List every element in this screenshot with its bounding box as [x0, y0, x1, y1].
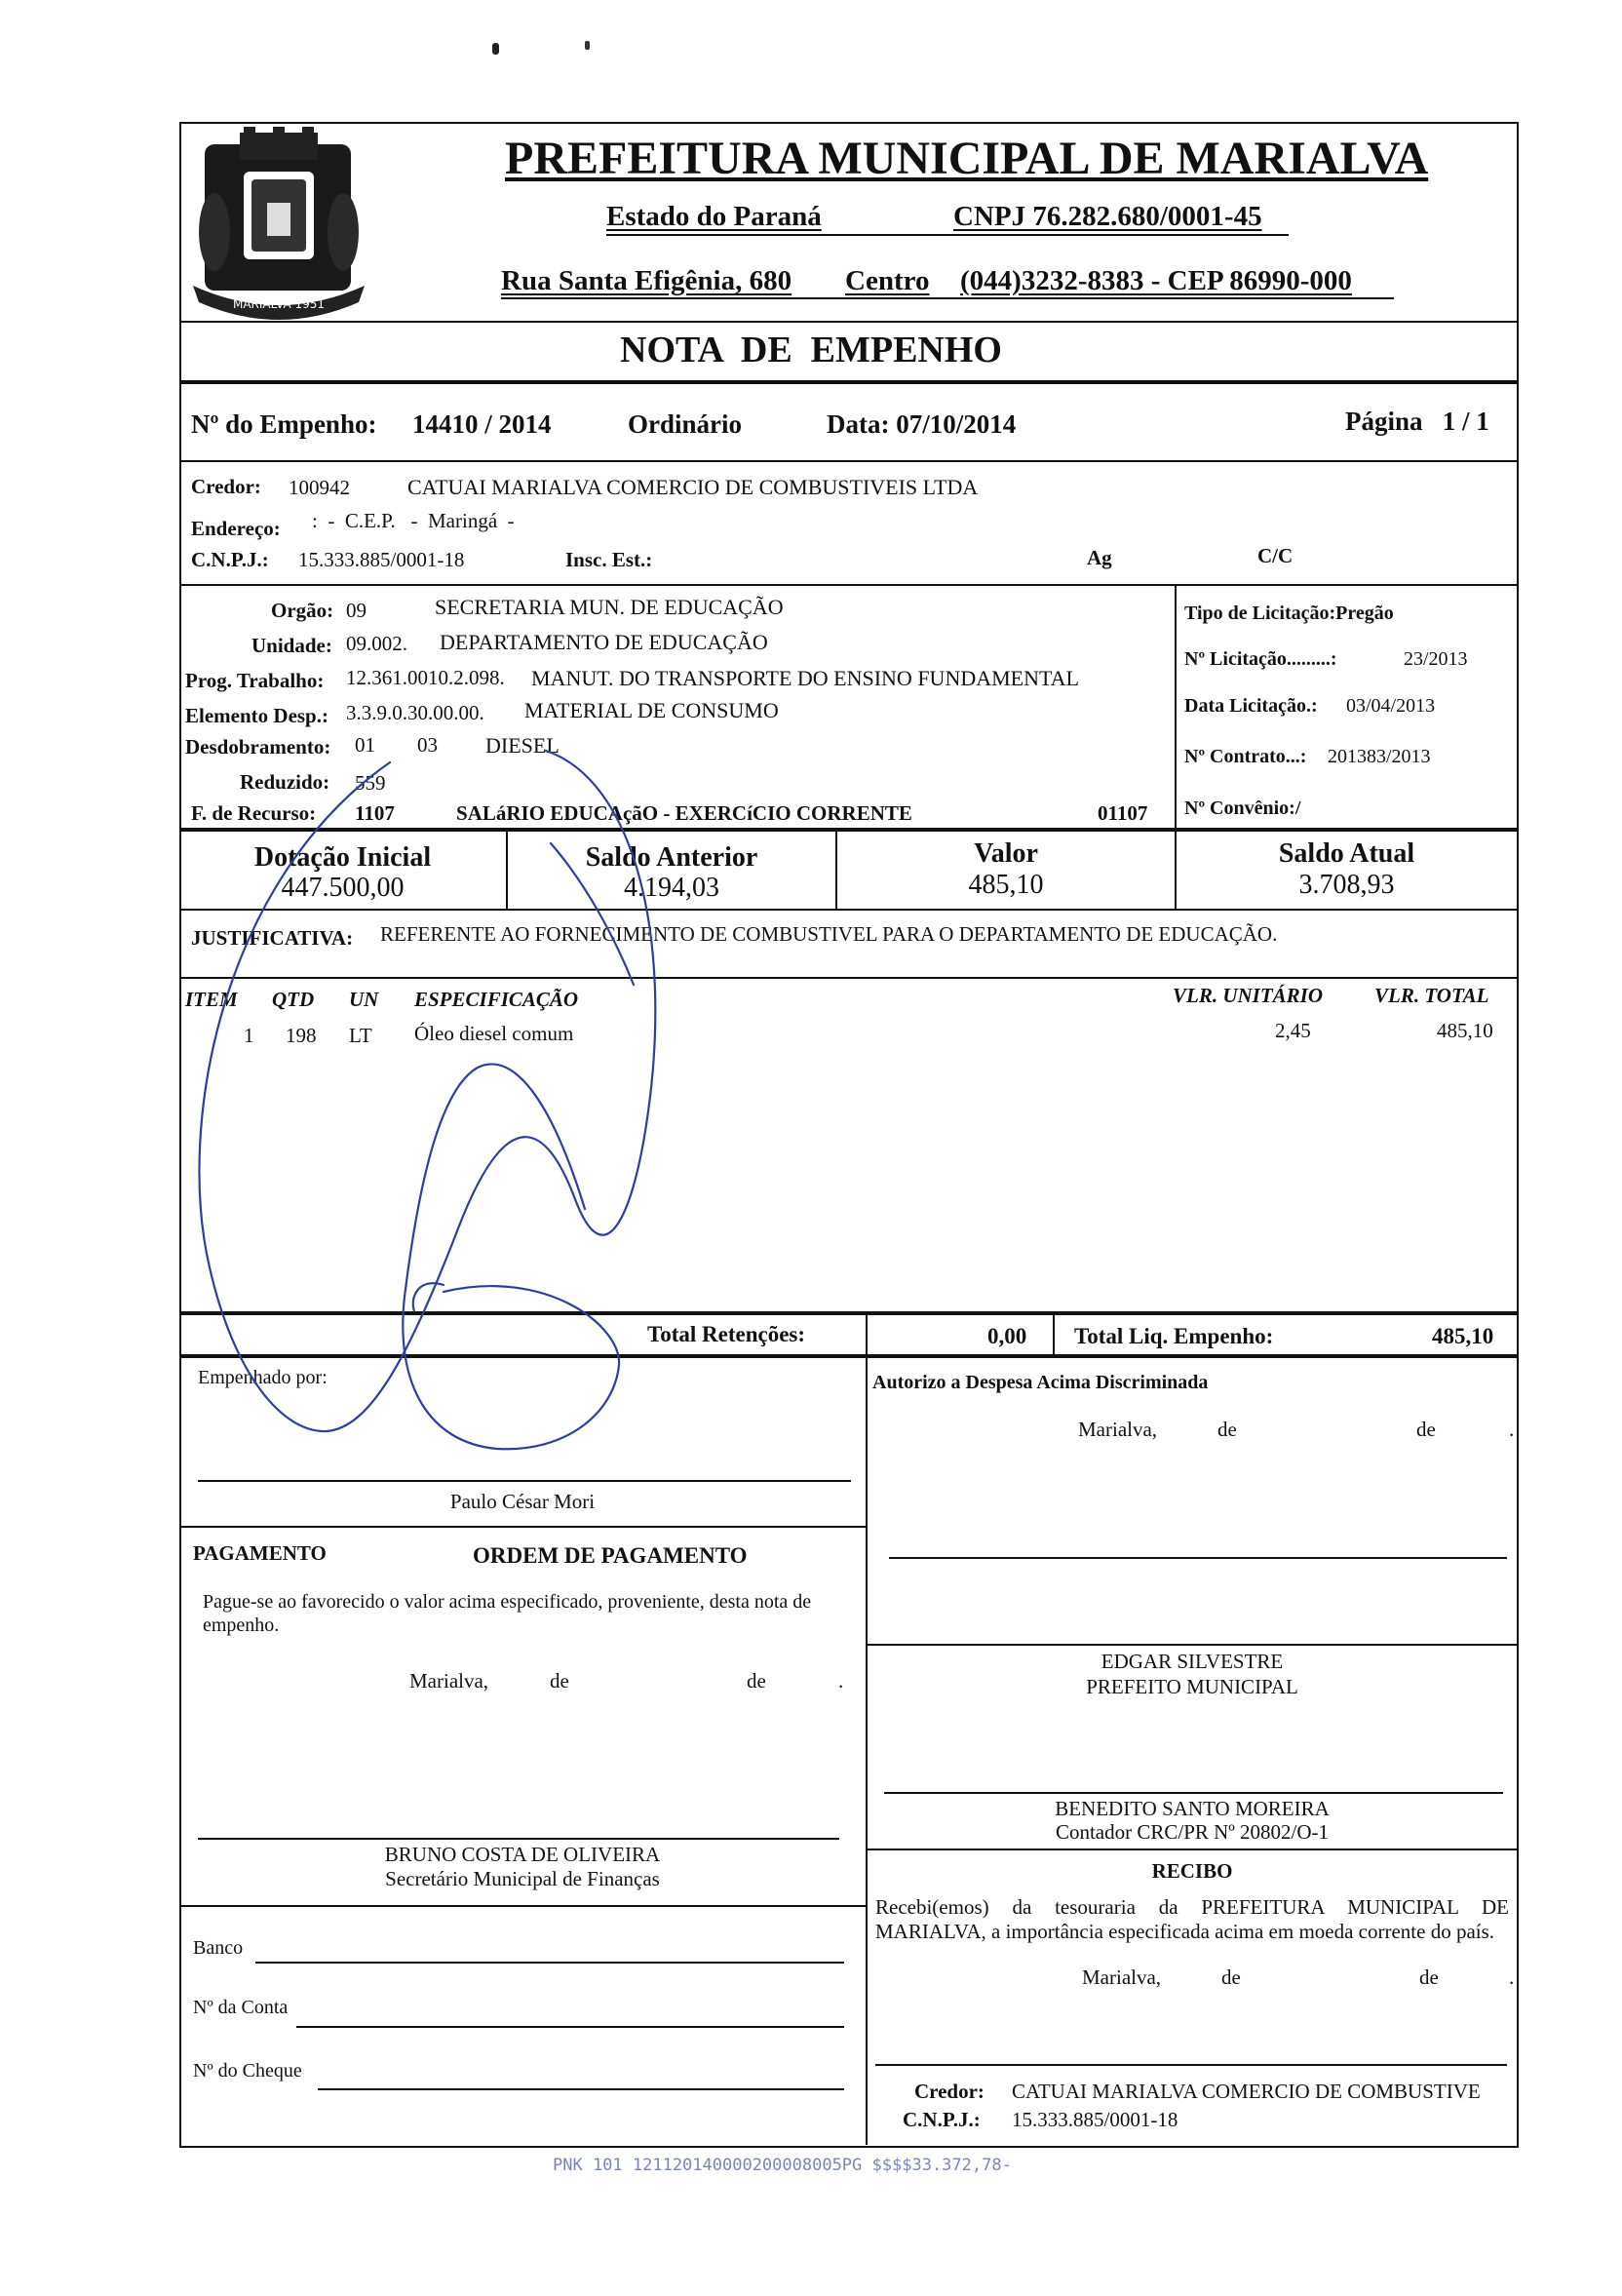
elemento-label: Elemento Desp.: — [185, 704, 328, 727]
row-un: LT — [349, 1024, 372, 1047]
banco-label: Banco — [193, 1937, 244, 1959]
empenho-type: Ordinário — [628, 409, 743, 439]
page-number: Página 1 / 1 — [1345, 407, 1489, 436]
prefeito-role: PREFEITO MUNICIPAL — [1086, 1675, 1298, 1698]
desdobramento-b: 03 — [417, 733, 438, 757]
pagamento-dot: . — [838, 1669, 844, 1693]
recibo-cnpj-label: C.N.P.J.: — [903, 2108, 981, 2131]
banco-field[interactable] — [255, 1962, 844, 1964]
orgao-code: 09 — [346, 599, 367, 622]
secretario-role: Secretário Municipal de Finanças — [385, 1867, 660, 1890]
credor-cc-label: C/C — [1257, 544, 1294, 567]
empenhado-name: Paulo César Mori — [449, 1490, 596, 1513]
desdobramento-a: 01 — [355, 733, 375, 757]
header-title: PREFEITURA MUNICIPAL DE MARIALVA — [505, 133, 1429, 184]
justificativa-text: REFERENTE AO FORNECIMENTO DE COMBUSTIVEL PARA O DEPARTAMENTO DE EDUCAÇÃO. — [380, 922, 1278, 946]
autorizo-city: Marialva, — [1078, 1418, 1158, 1441]
header-district: Centro — [845, 265, 930, 296]
credor-cnpj: 15.333.885/0001-18 — [298, 548, 465, 571]
autorizo-de1: de — [1217, 1418, 1237, 1441]
saldo-atual-label: Saldo Atual — [1278, 838, 1415, 869]
cheque-field[interactable] — [318, 2088, 844, 2090]
recibo-title: RECIBO — [1151, 1859, 1233, 1883]
contador-signature-line — [884, 1792, 1503, 1794]
col-header-total: VLR. TOTAL — [1374, 984, 1489, 1007]
empenhado-label: Empenhado por: — [198, 1367, 328, 1388]
desdobramento-label: Desdobramento: — [185, 735, 331, 759]
empenho-number: 14410 / 2014 — [412, 409, 552, 439]
credor-name: CATUAI MARIALVA COMERCIO DE COMBUSTIVEIS LTDA — [407, 475, 979, 499]
secretario-name: BRUNO COSTA DE OLIVEIRA — [384, 1843, 661, 1866]
justificativa-label: JUSTIFICATIVA: — [191, 926, 354, 950]
unidade-label: Unidade: — [251, 634, 332, 657]
prog-code: 12.361.0010.2.098. — [346, 666, 505, 689]
licitacao-numero-label: Nº Licitação.........: — [1184, 648, 1337, 670]
col-header-un: UN — [349, 988, 379, 1011]
pagamento-city: Marialva, — [409, 1669, 489, 1693]
pagamento-de2: de — [747, 1669, 766, 1693]
licitacao-data: 03/04/2013 — [1346, 695, 1436, 717]
ordem-pagamento-title: ORDEM DE PAGAMENTO — [473, 1543, 748, 1568]
row-unit: 2,45 — [1275, 1019, 1311, 1042]
licitacao-numero: 23/2013 — [1404, 648, 1468, 670]
credor-code: 100942 — [289, 476, 350, 499]
contrato-value: 201383/2013 — [1328, 746, 1431, 767]
saldo-anterior-label: Saldo Anterior — [585, 842, 758, 873]
empenho-date: Data: 07/10/2014 — [827, 409, 1017, 439]
recibo-credor-value: CATUAI MARIALVA COMERCIO DE COMBUSTIVE — [1012, 2080, 1481, 2103]
licitacao-data-label: Data Licitação.: — [1184, 695, 1318, 717]
scan-mark — [585, 41, 590, 50]
header-underline — [606, 234, 1289, 236]
pagamento-text: Pague-se ao favorecido o valor acima especificado, proveniente, desta nota de empenho. — [203, 1591, 812, 1636]
col-header-spec: ESPECIFICAÇÃO — [414, 988, 579, 1011]
empenho-label: Nº do Empenho: — [191, 409, 377, 439]
liq-empenho-value: 485,10 — [1432, 1324, 1494, 1348]
recibo-credor-label: Credor: — [914, 2080, 985, 2103]
retencoes-label: Total Retenções: — [647, 1322, 806, 1346]
credor-cnpj-label: C.N.P.J.: — [191, 548, 269, 571]
reduzido-label: Reduzido: — [240, 770, 330, 794]
recibo-cnpj-value: 15.333.885/0001-18 — [1012, 2108, 1178, 2131]
credor-label: Credor: — [191, 475, 261, 498]
doc-title: NOTA DE EMPENHO — [620, 330, 1002, 370]
reduzido-value: 559 — [355, 771, 386, 795]
credor-insc-label: Insc. Est.: — [565, 548, 653, 571]
pagamento-de1: de — [550, 1669, 569, 1693]
col-header-qtd: QTD — [272, 988, 315, 1011]
prog-name: MANUT. DO TRANSPORTE DO ENSINO FUNDAMENTAL — [531, 666, 1079, 690]
convenio: Nº Convênio:/ — [1184, 798, 1301, 819]
prog-label: Prog. Trabalho: — [185, 669, 325, 692]
autorizo-title: Autorizo a Despesa Acima Discriminada — [872, 1372, 1209, 1393]
recibo-de2: de — [1419, 1965, 1439, 1989]
recurso-label: F. de Recurso: — [191, 801, 317, 825]
elemento-code: 3.3.9.0.30.00.00. — [346, 701, 484, 724]
recibo-city: Marialva, — [1082, 1965, 1162, 1989]
col-header-item: ITEM — [185, 988, 238, 1011]
recibo-dot: . — [1509, 1965, 1515, 1989]
header-cnpj: CNPJ 76.282.680/0001-45 — [953, 201, 1262, 232]
unidade-name: DEPARTAMENTO DE EDUCAÇÃO — [440, 630, 768, 654]
row-qtd: 198 — [286, 1024, 317, 1047]
recibo-signature-line — [875, 2064, 1507, 2066]
credor-address-label: Endereço: — [191, 517, 281, 540]
secretario-signature-line — [198, 1838, 839, 1840]
recibo-de1: de — [1221, 1965, 1241, 1989]
unidade-code: 09.002. — [346, 632, 407, 655]
empenhado-signature-line — [198, 1480, 851, 1482]
header-state: Estado do Paraná — [606, 201, 822, 232]
recibo-text: Recebi(emos) da tesouraria da PREFEITURA MUNICIPAL DE MARIALVA, a importância especificada acima em moeda corrente do país. — [875, 1895, 1509, 1944]
header-address-underline — [501, 297, 1394, 299]
coat-of-arms-seal — [183, 125, 374, 320]
licitacao-tipo: Tipo de Licitação:Pregão — [1184, 603, 1394, 624]
autorizo-signature-line — [889, 1557, 1507, 1559]
contador-role: Contador CRC/PR Nº 20802/O-1 — [1055, 1820, 1330, 1844]
orgao-label: Orgão: — [271, 599, 334, 622]
svg-text:MARIALVA 1951: MARIALVA 1951 — [232, 297, 326, 311]
col-header-unit: VLR. UNITÁRIO — [1173, 984, 1324, 1007]
autorizo-de2: de — [1416, 1418, 1436, 1441]
recurso-name: SALáRIO EDUCAçãO - EXERCíCIO CORRENTE — [456, 801, 912, 825]
orgao-name: SECRETARIA MUN. DE EDUCAÇÃO — [435, 595, 784, 619]
prefeito-name: EDGAR SILVESTRE — [1101, 1650, 1284, 1673]
liq-empenho-label: Total Liq. Empenho: — [1074, 1324, 1274, 1348]
contador-name: BENEDITO SANTO MOREIRA — [1055, 1797, 1330, 1820]
desdobramento-name: DIESEL — [485, 733, 560, 758]
pagamento-label: PAGAMENTO — [193, 1541, 327, 1565]
row-item: 1 — [244, 1024, 254, 1047]
row-spec: Óleo diesel comum — [414, 1022, 574, 1045]
saldo-atual-value: 3.708,93 — [1298, 870, 1395, 900]
retencoes-value: 0,00 — [987, 1324, 1027, 1348]
dotacao-value: 447.500,00 — [281, 873, 405, 903]
header-phone-cep: (044)3232-8383 - CEP 86990-000 — [960, 265, 1352, 296]
elemento-name: MATERIAL DE CONSUMO — [524, 698, 779, 722]
header-address: Rua Santa Efigênia, 680 — [501, 265, 792, 296]
autorizo-dot: . — [1509, 1418, 1515, 1441]
recurso-code: 1107 — [355, 801, 395, 825]
conta-label: Nº da Conta — [193, 1997, 289, 2018]
dotacao-label: Dotação Inicial — [253, 842, 432, 873]
valor-label: Valor — [974, 838, 1038, 869]
credor-address: : - C.E.P. - Maringá - — [312, 509, 515, 532]
saldo-anterior-value: 4.194,03 — [624, 873, 719, 903]
recurso-code2: 01107 — [1098, 801, 1148, 825]
cheque-label: Nº do Cheque — [193, 2060, 302, 2082]
credor-ag-label: Ag — [1087, 546, 1112, 569]
conta-field[interactable] — [296, 2026, 844, 2028]
valor-value: 485,10 — [968, 870, 1044, 900]
scan-mark — [492, 43, 499, 55]
row-total: 485,10 — [1437, 1019, 1493, 1042]
bank-stamp: PNK 101 121120140000200008005PG $$$$33.372,78- — [553, 2156, 1012, 2175]
contrato-label: Nº Contrato...: — [1184, 746, 1307, 767]
